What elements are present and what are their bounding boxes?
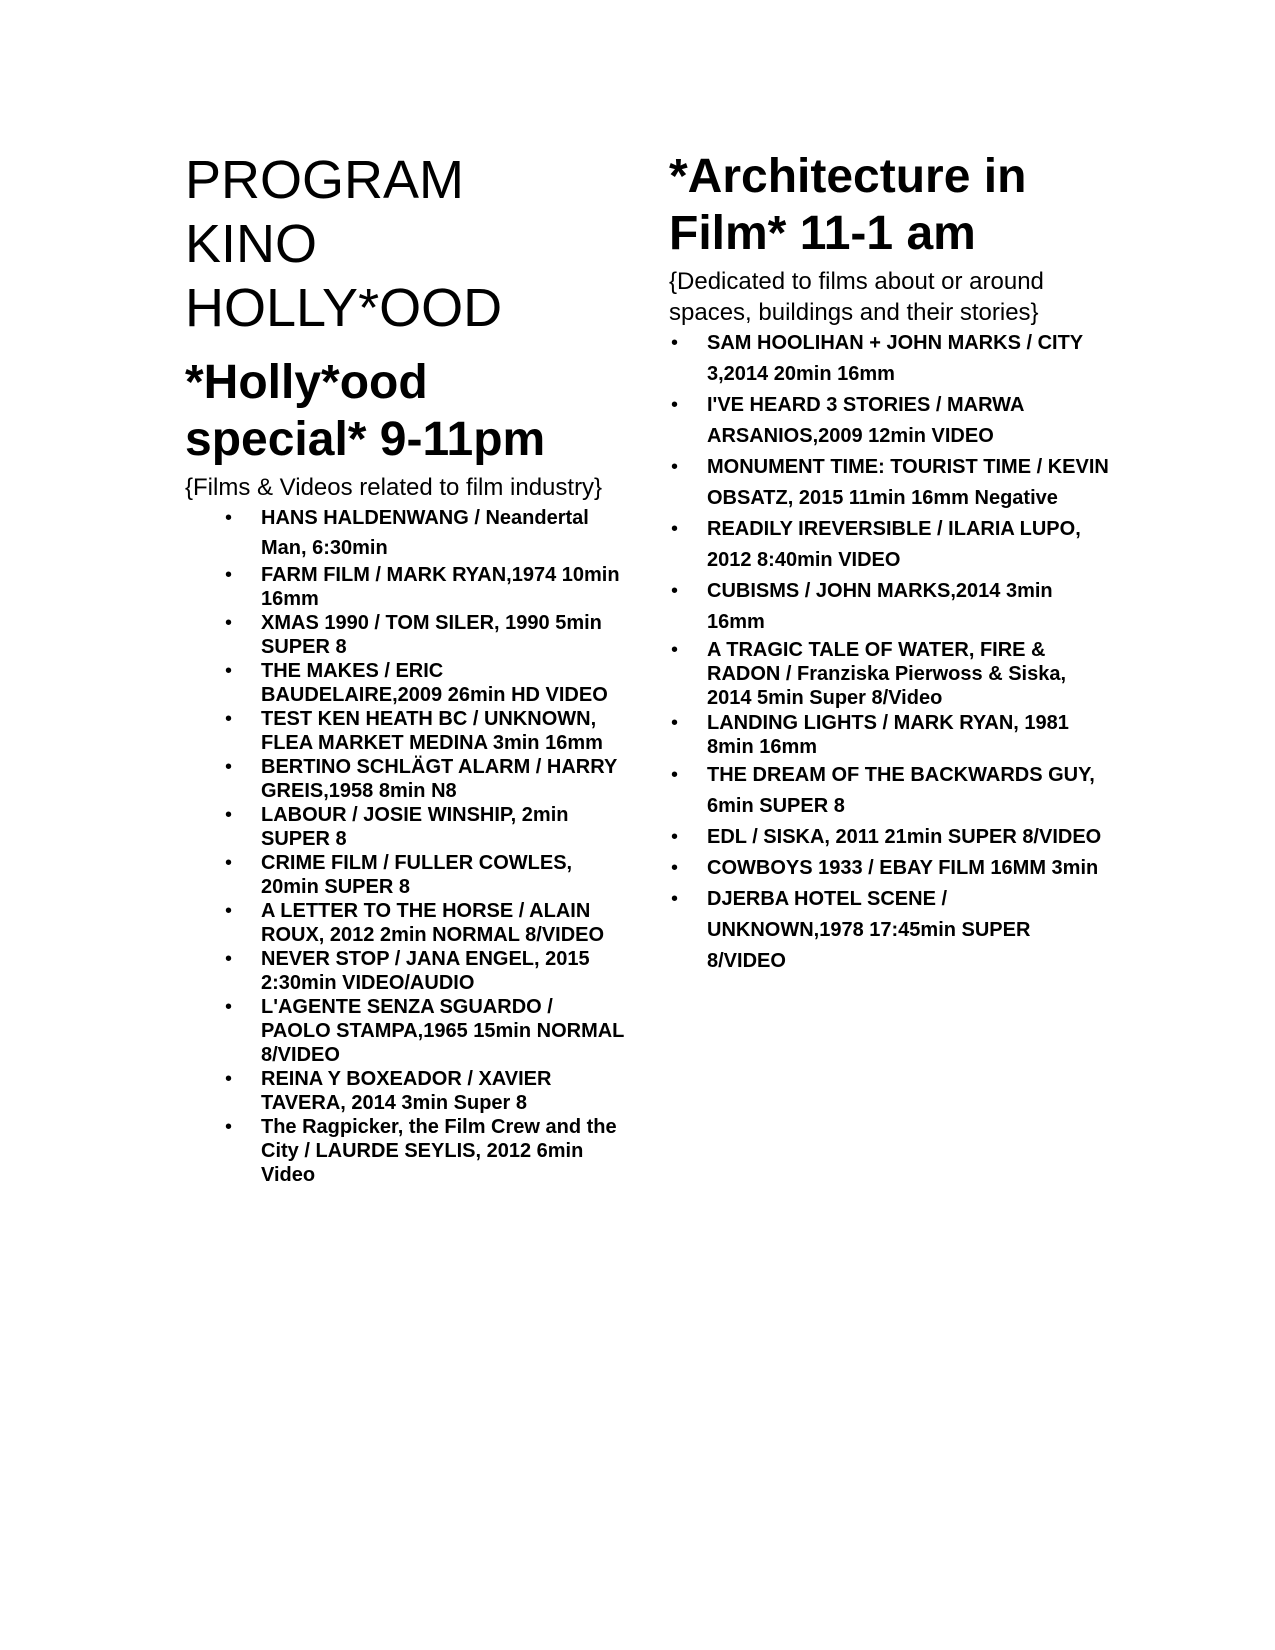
list-item: • XMAS 1990 / TOM SILER, 1990 5min SUPER 8 (185, 611, 625, 659)
list-item: • TEST KEN HEATH BC / UNKNOWN, FLEA MARKET MEDINA 3min 16mm (185, 707, 625, 755)
program-title (185, 148, 625, 340)
list-item: • A LETTER TO THE HORSE / ALAIN ROUX, 2012 2min NORMAL 8/VIDEO (185, 899, 625, 947)
list-item: • DJERBA HOTEL SCENE / UNKNOWN,1978 17:45min SUPER 8/VIDEO (669, 884, 1109, 977)
list-item: • CRIME FILM / FULLER COWLES, 20min SUPER 8 (185, 851, 625, 899)
list-item: • LANDING LIGHTS / MARK RYAN, 1981 8min 16mm (669, 711, 1109, 759)
list-item: • THE DREAM OF THE BACKWARDS GUY, 6min SUPER 8 (669, 760, 1109, 822)
program-title-line: PROGRAM (185, 150, 465, 210)
program-title-line: KINO (185, 214, 318, 274)
section-title-line: *Architecture in (669, 150, 1027, 203)
hollywood-special-title (185, 354, 625, 468)
list-item: • COWBOYS 1933 / EBAY FILM 16MM 3min (669, 853, 1109, 884)
list-item: • A TRAGIC TALE OF WATER, FIRE & RADON / Franziska Pierwoss & Siska, 2014 5min Super 8/Video (669, 638, 1109, 710)
section-title-line: special* 9-11pm (185, 413, 546, 466)
program-title-line: HOLLY*OOD (185, 278, 503, 338)
hollywood-film-list (185, 503, 625, 1187)
list-item: • The Ragpicker, the Film Crew and the City / LAURDE SEYLIS, 2012 6min Video (185, 1115, 625, 1187)
list-item: • LABOUR / JOSIE WINSHIP, 2min SUPER 8 (185, 803, 625, 851)
list-item: • REINA Y BOXEADOR / XAVIER TAVERA, 2014 3min Super 8 (185, 1067, 625, 1115)
list-item: • I'VE HEARD 3 STORIES / MARWA ARSANIOS,2009 12min VIDEO (669, 390, 1109, 452)
list-item: • L'AGENTE SENZA SGUARDO / PAOLO STAMPA,1965 15min NORMAL 8/VIDEO (185, 995, 625, 1067)
list-item: • MONUMENT TIME: TOURIST TIME / KEVIN OBSATZ, 2015 11min 16mm Negative (669, 452, 1109, 514)
section-title-line: *Holly*ood (185, 356, 428, 409)
architecture-in-film-title (669, 148, 1109, 262)
list-item: • HANS HALDENWANG / Neandertal Man, 6:30min (185, 503, 625, 563)
architecture-film-list (669, 328, 1109, 977)
architecture-in-film-note: {Dedicated to films about or around spaces, buildings and their stories} (669, 268, 1044, 326)
list-item: • SAM HOOLIHAN + JOHN MARKS / CITY 3,2014 20min 16mm (669, 328, 1109, 390)
left-column (185, 148, 625, 1187)
list-item: • FARM FILM / MARK RYAN,1974 10min 16mm (185, 563, 625, 611)
list-item: • THE MAKES / ERIC BAUDELAIRE,2009 26min HD VIDEO (185, 659, 625, 707)
hollywood-special-note: {Films & Videos related to film industry} (185, 474, 603, 501)
list-item: • NEVER STOP / JANA ENGEL, 2015 2:30min VIDEO/AUDIO (185, 947, 625, 995)
section-title-line: Film* 11-1 am (669, 207, 976, 260)
list-item: • BERTINO SCHLÄGT ALARM / HARRY GREIS,1958 8min N8 (185, 755, 625, 803)
list-item: • EDL / SISKA, 2011 21min SUPER 8/VIDEO (669, 822, 1109, 853)
right-column (669, 148, 1109, 977)
list-item: • CUBISMS / JOHN MARKS,2014 3min 16mm (669, 576, 1109, 638)
list-item: • READILY IREVERSIBLE / ILARIA LUPO, 2012 8:40min VIDEO (669, 514, 1109, 576)
